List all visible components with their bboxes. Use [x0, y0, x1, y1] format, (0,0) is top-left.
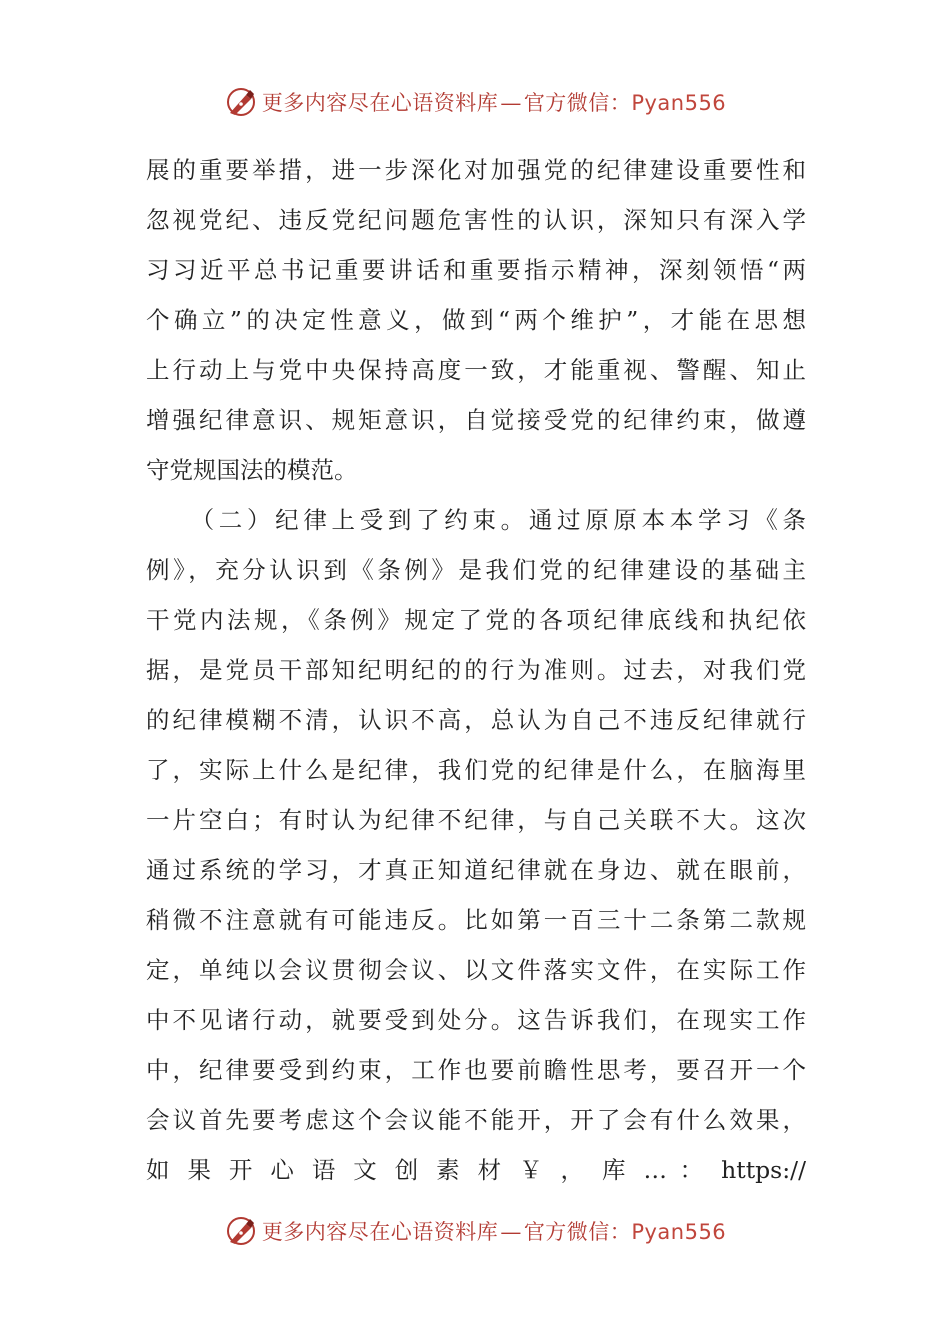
- text-line: 忽视党纪、违反党纪问题危害性的认识，深知只有深入学: [146, 206, 806, 234]
- text-line: 如 果 开 心 语 文 创 素 材 ￥ ， 库 … ： https://: [146, 1156, 806, 1184]
- text-line: 一片空白；有时认为纪律不纪律，与自己关联不大。这次: [146, 806, 806, 834]
- text-line: 的纪律模糊不清，认识不高，总认为自己不违反纪律就行: [146, 706, 806, 734]
- brand-text: 更多内容尽在心语资料库: [261, 91, 499, 115]
- wechat-id: Pyan556: [631, 1220, 727, 1244]
- text-line: 中，纪律要受到约束，工作也要前瞻性思考，要召开一个: [146, 1056, 806, 1084]
- section-heading-line: （二）纪律上受到了约束。通过原原本本学习《条: [146, 506, 806, 534]
- header-brand: [262, 87, 726, 117]
- wechat-label: 官方微信：: [523, 91, 632, 115]
- text-line: 了，实际上什么是纪律，我们党的纪律是什么，在脑海里: [146, 756, 806, 784]
- pen-nib-icon: [224, 85, 258, 119]
- document-body: [146, 145, 806, 1195]
- text-line: 上行动上与党中央保持高度一致，才能重视、警醒、知止: [146, 356, 806, 384]
- text-line: 习习近平总书记重要讲话和重要指示精神，深刻领悟“两: [146, 256, 806, 284]
- brand-separator: —: [500, 91, 522, 115]
- text-line: 展的重要举措，进一步深化对加强党的纪律建设重要性和: [146, 156, 806, 184]
- text-line: 例》，充分认识到《条例》是我们党的纪律建设的基础主: [146, 556, 806, 584]
- text-line: 定，单纯以会议贯彻会议、以文件落实文件，在实际工作: [146, 956, 806, 984]
- text-line: 增强纪律意识、规矩意识，自觉接受党的纪律约束，做遵: [146, 406, 806, 434]
- pen-nib-icon: [224, 1214, 258, 1248]
- brand-separator: —: [500, 1220, 522, 1244]
- text-line: 中不见诸行动，就要受到处分。这告诉我们，在现实工作: [146, 1006, 806, 1034]
- text-line: 守党规国法的模范。: [146, 456, 358, 484]
- text-line: 个确立”的决定性意义，做到“两个维护”，才能在思想: [146, 306, 806, 334]
- footer-watermark: [0, 1211, 950, 1251]
- wechat-id: Pyan556: [631, 91, 727, 115]
- wechat-label: 官方微信：: [523, 1220, 632, 1244]
- text-line: 会议首先要考虑这个会议能不能开，开了会有什么效果，: [146, 1106, 806, 1134]
- text-line: 干党内法规，《条例》规定了党的各项纪律底线和执纪依: [146, 606, 806, 634]
- text-line: 通过系统的学习，才真正知道纪律就在身边、就在眼前，: [146, 856, 806, 884]
- text-line: 稍微不注意就有可能违反。比如第一百三十二条第二款规: [146, 906, 806, 934]
- header-watermark: [0, 82, 950, 122]
- text-line: 据，是党员干部知纪明纪的的行为准则。过去，对我们党: [146, 656, 806, 684]
- brand-text: 更多内容尽在心语资料库: [261, 1220, 499, 1244]
- footer-brand: [262, 1216, 726, 1246]
